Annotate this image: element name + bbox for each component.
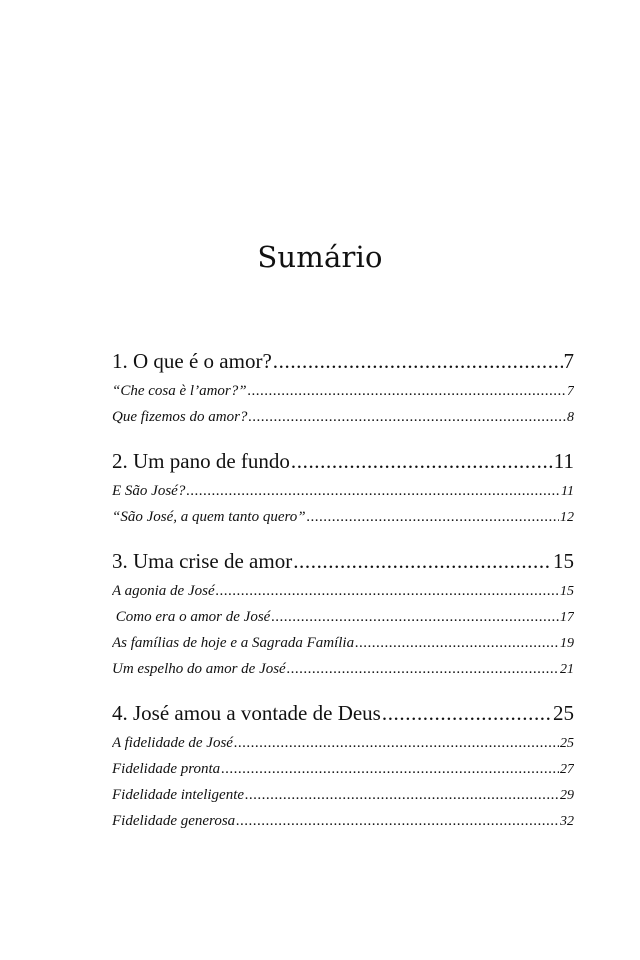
toc-page-number: 11 [553, 449, 574, 473]
toc-leader-dots [287, 656, 559, 682]
toc-page-number: 8 [567, 410, 574, 425]
toc-page-number: 32 [560, 814, 574, 829]
toc-chapter-title: 3. Uma crise de amor [112, 549, 293, 573]
toc-leader-dots [248, 378, 566, 404]
toc-chapter-title: 4. José amou a vontade de Deus [112, 701, 381, 725]
toc-section-entry [112, 782, 574, 808]
toc-section-title: Fidelidade pronta [112, 761, 221, 777]
toc-section-entry [112, 578, 574, 604]
toc-section-entry [112, 756, 574, 782]
toc-chapter-entry [112, 444, 574, 478]
toc-section-entry [112, 808, 574, 834]
toc-leader-dots [291, 444, 553, 478]
toc-section-title: A fidelidade de José [112, 735, 233, 751]
toc-chapter-1 [112, 344, 574, 430]
toc-chapter-entry [112, 544, 574, 578]
toc-page-number: 17 [560, 610, 574, 625]
toc-section-title: A agonia de José [112, 583, 215, 599]
toc-page-number: 11 [561, 484, 574, 499]
toc-page-number: 7 [567, 384, 574, 399]
toc-leader-dots [245, 782, 559, 808]
toc-section-entry [112, 630, 574, 656]
toc-leader-dots [307, 504, 559, 530]
toc-section-entry [112, 730, 574, 756]
toc-leader-dots [236, 808, 559, 834]
toc-section-title: “São José, a quem tanto quero” [112, 509, 306, 525]
toc-section-entry [112, 504, 574, 530]
toc-section-entry [112, 378, 574, 404]
toc-leader-dots [382, 696, 552, 730]
toc-leader-dots [248, 404, 566, 430]
toc-page-number: 27 [560, 762, 574, 777]
toc-page-number: 29 [560, 788, 574, 803]
toc-page-number: 12 [560, 510, 574, 525]
toc-chapter-4 [112, 696, 574, 834]
toc-page-number: 7 [563, 349, 574, 373]
toc-section-entry [112, 404, 574, 430]
toc-chapter-2 [112, 444, 574, 530]
toc-leader-dots [355, 630, 559, 656]
toc-page-number: 25 [553, 701, 574, 725]
toc-chapter-3 [112, 544, 574, 682]
toc-section-entry [112, 478, 574, 504]
toc-leader-dots [221, 756, 559, 782]
page-title: Sumário [257, 240, 383, 274]
toc-leader-dots [216, 578, 559, 604]
toc-section-title: E São José? [112, 483, 186, 499]
toc-chapter-title: 1. O que é o amor? [112, 349, 272, 373]
toc-page-number: 15 [553, 549, 574, 573]
toc-section-title: Um espelho do amor de José [112, 661, 286, 677]
toc-section-entry [112, 604, 574, 630]
toc-leader-dots [186, 478, 560, 504]
toc-chapter-title: 2. Um pano de fundo [112, 449, 290, 473]
toc-chapter-entry [112, 696, 574, 730]
toc-leader-dots [273, 344, 563, 378]
toc-page-number: 19 [560, 636, 574, 651]
toc-section-title: Fidelidade generosa [112, 813, 236, 829]
toc-section-title: As famílias de hoje e a Sagrada Família [112, 635, 355, 651]
toc-section-title: Que fizemos do amor? [112, 409, 248, 425]
toc-leader-dots [271, 604, 559, 630]
toc-section-title: “Che cosa è l’amor?” [112, 383, 247, 399]
toc-leader-dots [234, 730, 559, 756]
toc-section-entry [112, 656, 574, 682]
toc-section-title: Fidelidade inteligente [112, 787, 245, 803]
toc-chapter-entry [112, 344, 574, 378]
toc-section-title: Como era o amor de José [112, 609, 271, 625]
table-of-contents [112, 344, 574, 848]
toc-leader-dots [293, 544, 552, 578]
toc-page-number: 21 [560, 662, 574, 677]
toc-page-number: 15 [560, 584, 574, 599]
toc-page-number: 25 [560, 736, 574, 751]
